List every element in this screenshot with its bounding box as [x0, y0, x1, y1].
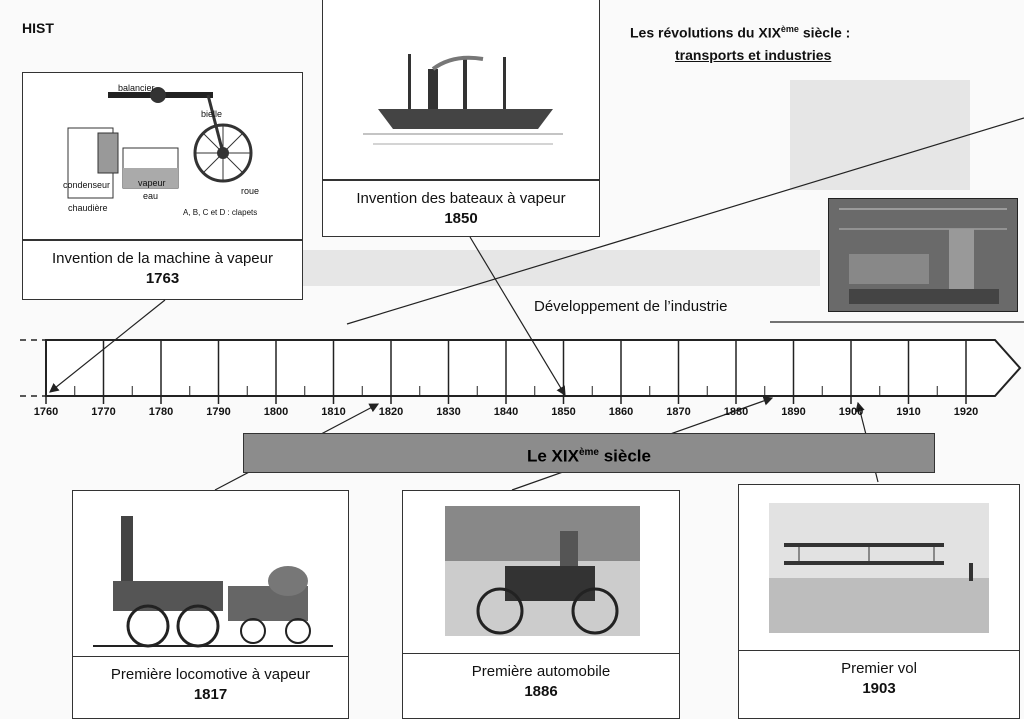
flight-photo — [769, 503, 989, 633]
timeline-tick-label: 1800 — [263, 406, 289, 418]
century-band-prefix: Le XIX — [527, 446, 579, 466]
century-band-sup: ème — [578, 447, 599, 458]
locomotive-year: 1817 — [193, 686, 228, 703]
industry-title: Développement de l’industrie — [534, 298, 728, 315]
timeline-tick-label: 1760 — [33, 406, 59, 418]
label-roue: roue — [241, 186, 260, 196]
title-line1-prefix: Les révolutions du XIX — [630, 24, 781, 41]
timeline-tick-label: 1780 — [148, 406, 174, 418]
automobile-photo — [445, 506, 640, 636]
timeline-tick-label: 1870 — [666, 406, 691, 418]
timeline-tick-label: 1860 — [608, 406, 634, 418]
locomotive-caption — [72, 656, 349, 719]
timeline-tick-label: 1890 — [781, 406, 806, 418]
timeline-tick-label: 1830 — [436, 406, 461, 418]
flight-image-box — [738, 484, 1020, 652]
locomotive-image-box — [72, 490, 349, 658]
timeline-tick-label: 1880 — [723, 406, 749, 418]
timeline-tick-label: 1790 — [206, 406, 231, 418]
subject-label: HIST — [22, 20, 54, 36]
title-line1-suffix: siècle : — [798, 24, 851, 41]
timeline-tick-label: 1910 — [896, 406, 921, 418]
century-band — [243, 433, 935, 473]
flight-year: 1903 — [862, 680, 896, 697]
flight-picture — [769, 503, 989, 633]
locomotive-picture — [73, 491, 350, 659]
steam-engine-title: Invention de la machine à vapeur — [52, 250, 273, 267]
automobile-caption — [402, 653, 680, 719]
timeline-tick-label: 1770 — [91, 406, 116, 418]
timeline-tick-label: 1920 — [953, 406, 979, 418]
automobile-title: Première automobile — [471, 663, 611, 680]
label-eau: eau — [143, 191, 159, 201]
label-vapeur: vapeur — [138, 178, 166, 188]
timeline-tick-label: 1900 — [838, 406, 864, 418]
label-chaudiere: chaudière — [68, 203, 108, 213]
automobile-image-box — [402, 490, 680, 655]
steamboat-year: 1850 — [444, 210, 478, 227]
timeline-tick-label: 1810 — [321, 406, 346, 418]
flight-title: Premier vol — [841, 660, 917, 677]
steamboat-title: Invention des bateaux à vapeur — [356, 190, 566, 207]
title-line1-sup: ème — [780, 24, 799, 34]
flight-caption — [738, 650, 1020, 719]
automobile-year: 1886 — [524, 683, 558, 700]
label-balancier: balancier — [118, 83, 155, 93]
label-clapets: A, B, C et D : clapets — [183, 208, 258, 217]
label-condenseur: condenseur — [63, 180, 111, 190]
timeline-tick-label: 1850 — [551, 406, 576, 418]
title-line2: transports et industries — [675, 46, 832, 63]
locomotive-title: Première locomotive à vapeur — [110, 666, 311, 683]
century-band-suffix: siècle — [598, 446, 651, 466]
timeline-tick-label: 1840 — [493, 406, 519, 418]
steam-engine-year: 1763 — [145, 270, 180, 287]
automobile-picture — [445, 506, 640, 636]
timeline-tick-label: 1820 — [378, 406, 404, 418]
label-bielle: bielle — [201, 109, 223, 119]
